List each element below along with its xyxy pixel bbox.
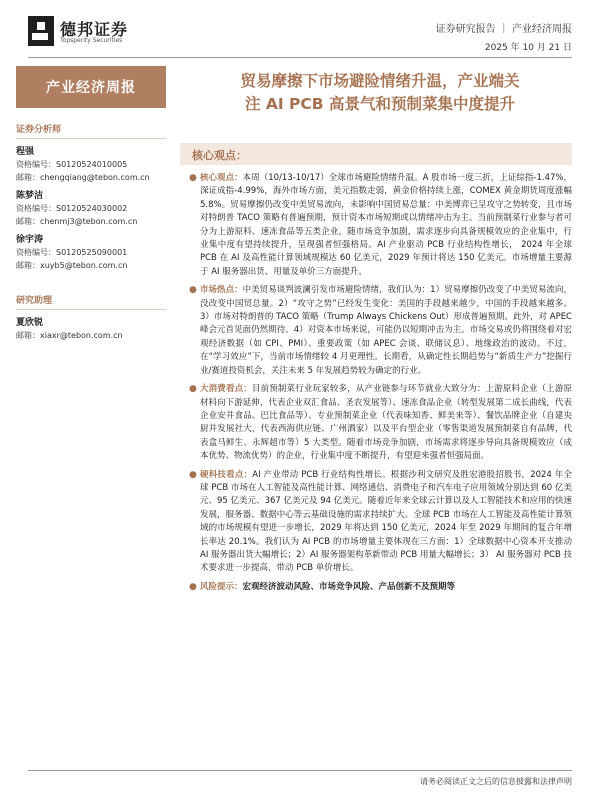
- page-header: [0, 0, 600, 56]
- analyst-cert: 资格编号：S0120525090001: [16, 248, 128, 257]
- bullet-icon: ●: [189, 469, 197, 480]
- footer-divider: [28, 770, 572, 771]
- report-title: [180, 70, 580, 116]
- title-line-1: 贸易摩擦下市场避险情绪升温，产业端关: [240, 72, 520, 90]
- title-line-2: 注 AI PCB 高景气和预制菜集中度提升: [244, 95, 515, 113]
- analyst-cert: 资格编号：S0120524030002: [16, 204, 128, 213]
- paragraph-lead: 大消费看点：: [200, 384, 252, 395]
- company-logo-icon: [28, 16, 54, 46]
- core-views-label: 核心观点：: [192, 149, 247, 162]
- report-type: 证券研究报告 ｜ 产业经济周报: [435, 24, 572, 35]
- analyst-heading: 证券分析师: [16, 122, 166, 139]
- market-hotspot-paragraph: [189, 284, 572, 378]
- paragraph-lead: 硬科技看点：: [200, 469, 253, 480]
- analyst-name: 徐宇涛: [16, 235, 44, 245]
- paragraph-lead: 市场热点：: [200, 285, 243, 296]
- paragraph-text: 目前预制菜行业玩家较多，从产业链参与环节就业大致分为：上游原料企业（上游原材料向下游延伸，代表企业双汇食品、圣农发展等）、速冻食品企业（转型发展第二成长曲线，代表企业安井食品、巴比食品等）、专业预制菜企业（代表味知香、鲜美来等）、餐饮品牌企业（自建央厨并发展社大，代表西海供应链、广州酒家）以及平台型企业（零售渠道发展预制菜自有品牌，代表盒马鲜生、永辉超市等）5 大类型。随着市场竞争加剧，市场需求将逐步导向具备规模效应（成本优势、物流优势）的企业，行业集中度不断提升，有望迎来强者恒强局面。: [200, 384, 572, 462]
- paragraph-text: 宏观经济波动风险、市场竞争风险、产品创新不及预期等: [242, 581, 456, 592]
- paragraph-text: 中美贸易谈判波澜引发市场避险情绪，我们认为：1）贸易摩擦仍改变了中美贸易流向，没改变中国贸总量。2）“攻守之势”已经发生变化：美国的手段越来越少，中国的手段越来越多。3）市场对特朗普的 TACO 策略（Trump Always Chickens Out）形成普遍预期。此外，对 APEC 峰会元首见面仍然期待。4）对资本市场来说，可能仍以短期冲击为主。市场交易或仍将围绕着对宏观经济数据（如 CPI、PMI）、重要政策（如 APEC 会谈、联储议息）、地缘政治的波动。不过，在“学习效应”下，当前市场情绪较 4 月更理性。长期看，从确定性长期趋势与“新质生产力”挖掘行业/赛道投资机会，关注未来 5 年发展趋势较为确定的行业。: [200, 285, 572, 376]
- paragraph-text: AI 产业带动 PCB 行业结构性增长。根据沙利文研究及胜宏港股招股书，2024 年全球 PCB 市场在人工智能及高性能计算、网络通信、消费电子和汽车电子应用领域分别达到 60 亿美元、95 亿美元、367 亿美元及 94 亿美元。随着近年来全球云计算以及人工智能技术和应用的快速发展，服务器、数据中心等云基础设施的需求持续扩大。全球 PCB 市场在人工智能及高性能计算领域的市场规模有望进一步增长，2029 年将达到 150 亿美元，2024 年至 2029 年期间的复合年增长率达 20.1%。我们认为 AI PCB 的市场增量主要体现在三方面：1）全球数据中心资本开支推动 AI 服务器出货大幅增长；2）AI 服务器架构革新带动 PCB 用量大幅增长；3） AI 服务器对 PCB 技术要求进一步提高，带动 PCB 单价增长。: [200, 469, 572, 574]
- bullet-icon: ●: [189, 285, 197, 296]
- report-date: 2025 年 10 月 21 日: [484, 43, 572, 53]
- assistant-email[interactable]: 邮箱：xiaxr@tebon.com.cn: [16, 331, 123, 340]
- hard-tech-paragraph: [189, 469, 572, 576]
- core-views-bar: [180, 143, 572, 165]
- analyst-name: 陈梦洁: [16, 191, 44, 201]
- assistant-name: 夏欣锐: [16, 318, 44, 328]
- analyst-email[interactable]: 邮箱：chenmj3@tebon.com.cn: [16, 217, 138, 226]
- analyst-email[interactable]: 邮箱：chengqiang@tebon.com.cn: [16, 173, 150, 182]
- consumer-paragraph: [189, 383, 572, 463]
- report-category-banner: 产业经济周报: [16, 66, 166, 108]
- analyst-sidebar: [16, 110, 166, 341]
- analyst-email[interactable]: 邮箱：xuyb5@tebon.com.cn: [16, 261, 128, 270]
- bullet-icon: ●: [189, 384, 197, 395]
- bullet-icon: ●: [189, 581, 197, 592]
- paragraph-lead: 核心观点：: [200, 173, 243, 183]
- report-body: [189, 172, 572, 599]
- footer-disclaimer: 请务必阅读正文之后的信息披露和法律声明: [420, 777, 572, 786]
- risk-paragraph: [189, 581, 572, 594]
- bullet-icon: ●: [189, 173, 197, 183]
- summary-paragraph: [189, 172, 572, 279]
- analyst-name: 程强: [16, 147, 35, 157]
- company-name-en: Topsperity Securities: [60, 37, 123, 44]
- header-divider: [28, 57, 572, 58]
- company-name: 德邦证券: [60, 20, 129, 39]
- paragraph-lead: 风险提示：: [200, 581, 243, 592]
- analyst-cert: 资格编号：S0120524010005: [16, 160, 128, 169]
- paragraph-text: 本周（10/13-10/17）全球市场避险情绪升温。A 股市场一度三折，上证综指-1.47%，深证成指-4.99%，海外市场方面，美元指数走弱，黄金价格持续上涨，COMEX 黄金期货周度涨幅 5.8%。贸易摩擦仍改变中美贸易流向，未影响中国贸易总量：中美博弈已呈攻守之势转变，且市场对特朗普 TACO 策略有普遍预期，预计资本市场短期或以情绪冲击为主。当前预制菜行业参与者可分为上游原料、速冻食品等五类企业，随市场竞争加剧，需求逐步向具备规模效应的企业集中，行业集中度有望持续提升，呈现强者恒强格局。AI 产业驱动 PCB 行业结构性增长， 2024 年全球 PCB 在 AI 及高性能计算领域规模达 60 亿美元，2029 年预计将达 150 亿美元。市场增量主要源于 AI 服务器出货、用量及单价三方面提升。: [200, 173, 572, 277]
- assistant-heading: 研究助理: [16, 293, 166, 310]
